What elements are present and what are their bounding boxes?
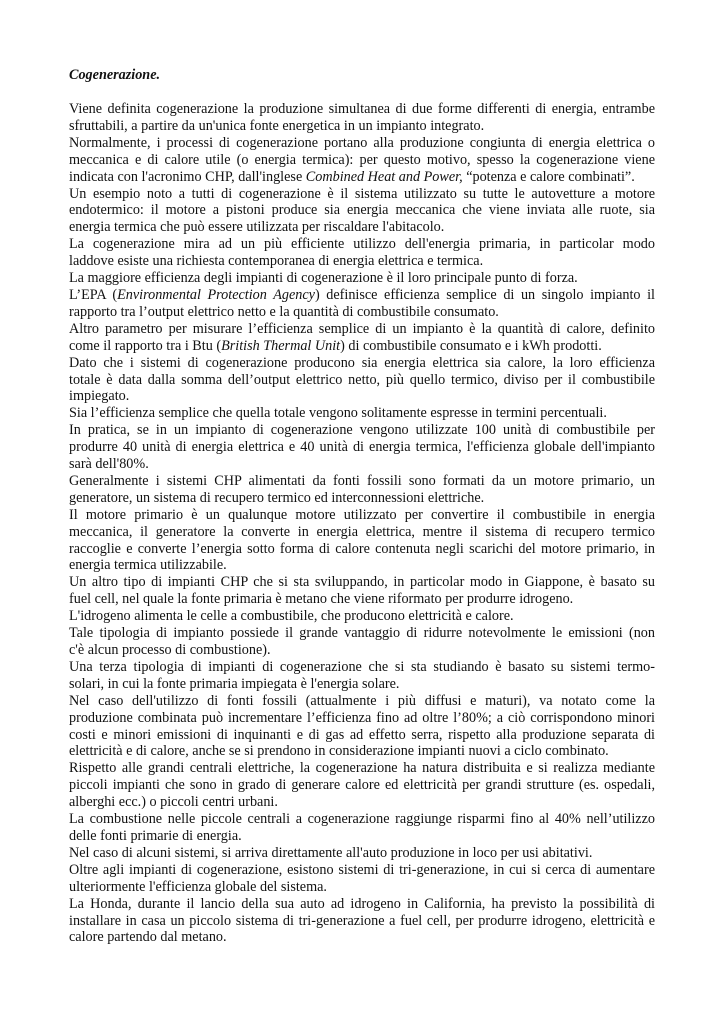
text-line: generatore, un sistema di recupero termico ed interconnessioni elettriche. bbox=[69, 489, 485, 506]
text-line: meccanica e di calore utile (o energia termica): per questo motivo, spesso la cogenerazione viene bbox=[69, 151, 655, 168]
text-line: Oltre agli impianti di cogenerazione, esistono sistemi di tri-generazione, in cui si cerca di aumentare bbox=[69, 861, 655, 878]
document-title: Cogenerazione. bbox=[69, 67, 161, 83]
paragraph bbox=[69, 321, 655, 355]
text-line: sfruttabili, a partire da un'unica fonte energetica in un impianto integrato. bbox=[69, 117, 485, 134]
paragraph bbox=[69, 473, 655, 507]
text-line: Il motore primario è un qualunque motore utilizzato per convertire il combustibile in energia bbox=[69, 506, 655, 523]
text-line: L’EPA (Environmental Protection Agency) definisce efficienza semplice di un singolo impianto il bbox=[69, 286, 655, 303]
text-line: L'idrogeno alimenta le celle a combustibile, che producono elettricità e calore. bbox=[69, 608, 514, 625]
paragraph bbox=[69, 405, 655, 422]
text-line: Dato che i sistemi di cogenerazione producono sia energia elettrica sia calore, la loro efficienza bbox=[69, 354, 655, 371]
text-line: Viene definita cogenerazione la produzione simultanea di due forme differenti di energia, entrambe bbox=[69, 101, 655, 117]
paragraph bbox=[69, 811, 655, 845]
text-line: Un esempio noto a tutti di cogenerazione è il sistema utilizzato su tutte le autovetture a motore bbox=[69, 185, 655, 202]
paragraph bbox=[69, 862, 655, 896]
text-line: produzione combinata può incrementare l’efficienza fino ad oltre l’80%; a ciò corrispondono minori bbox=[69, 709, 655, 726]
text-line: elettricità e di calore, anche se si prendono in considerazione impianti nuovi a ciclo combinato. bbox=[69, 743, 609, 760]
text-line: sarà dell'80%. bbox=[69, 456, 149, 473]
text-line: Nel caso dell'utilizzo di fonti fossili (attualmente i più diffusi e maturi), va notato come la bbox=[69, 692, 655, 709]
paragraph bbox=[69, 355, 655, 406]
document-body bbox=[69, 101, 655, 946]
text-line: raccoglie e converte l’energia sotto forma di calore contenuta negli scarichi del motore primario, in bbox=[69, 540, 655, 557]
paragraph bbox=[69, 270, 655, 287]
paragraph bbox=[69, 101, 655, 135]
paragraph bbox=[69, 422, 655, 473]
text-line: Generalmente i sistemi CHP alimentati da fonti fossili sono formati da un motore primario, un bbox=[69, 472, 655, 489]
paragraph bbox=[69, 287, 655, 321]
text-line: piccoli impianti che sono in grado di generare calore ed elettricità per grandi strutture (es. ospedali, bbox=[69, 777, 655, 794]
paragraph bbox=[69, 659, 655, 693]
text-line: ulteriormente l'efficienza globale del sistema. bbox=[69, 878, 327, 895]
text-line: La Honda, durante il lancio della sua auto ad idrogeno in California, ha previsto la possibilità di bbox=[69, 895, 655, 912]
text-line: meccanica, il generatore la converte in energia elettrica, mentre il sistema di recupero termico bbox=[69, 523, 655, 540]
text-line: indicata con l'acronimo CHP, dall'inglese Combined Heat and Power, “potenza e calore combinati”. bbox=[69, 168, 635, 185]
text-line: La cogenerazione mira ad un più efficiente utilizzo dell'energia primaria, in particolar modo bbox=[69, 236, 655, 253]
paragraph bbox=[69, 507, 655, 575]
text-line: alberghi ecc.) o piccoli centri urbani. bbox=[69, 794, 278, 811]
text-line: Altro parametro per misurare l’efficienza semplice di un impianto è la quantità di calore, definito bbox=[69, 320, 655, 337]
text-line: Un altro tipo di impianti CHP che si sta sviluppando, in particolar modo in Giappone, è basato su bbox=[69, 574, 655, 591]
text-line: delle fonti primarie di energia. bbox=[69, 827, 242, 844]
text-line: Una terza tipologia di impianti di cogenerazione che si sta studiando è basato su sistemi termo- bbox=[69, 658, 655, 675]
paragraph bbox=[69, 760, 655, 811]
paragraph bbox=[69, 896, 655, 947]
text-line: energia termica utilizzabile. bbox=[69, 557, 227, 574]
text-line: endotermico: il motore a pistoni produce sia energia meccanica che viene inviata alle ruote, sia bbox=[69, 202, 655, 219]
text-line: produrre 40 unità di energia elettrica e 40 unità di energia termica, l'efficienza globale dell'impianto bbox=[69, 439, 655, 456]
text-line: Tale tipologia di impianto possiede il grande vantaggio di ridurre notevolmente le emissioni (non bbox=[69, 625, 655, 642]
paragraph bbox=[69, 693, 655, 761]
text-line: costi e minori emissioni di inquinanti e di gas ad effetto serra, rispetto alla produzione separata di bbox=[69, 726, 655, 743]
text-line: Nel caso di alcuni sistemi, si arriva direttamente all'auto produzione in loco per usi abitativi. bbox=[69, 844, 593, 861]
paragraph bbox=[69, 625, 655, 659]
text-line: rapporto tra l’output elettrico netto e la quantità di combustibile consumato. bbox=[69, 303, 499, 320]
text-line: Sia l’efficienza semplice che quella totale vengono solitamente espresse in termini percentuali. bbox=[69, 405, 607, 422]
text-line: c'è alcun processo di combustione). bbox=[69, 642, 271, 658]
text-line: impiegato. bbox=[69, 388, 130, 405]
paragraph bbox=[69, 135, 655, 186]
paragraph bbox=[69, 608, 655, 625]
paragraph bbox=[69, 845, 655, 862]
text-line: totale è data dalla somma dell’output elettrico netto, più quello termico, diviso per il combustibile bbox=[69, 371, 655, 388]
text-line: solari, in cui la fonte primaria impiegata è l'energia solare. bbox=[69, 675, 400, 692]
text-line: Rispetto alle grandi centrali elettriche, la cogenerazione ha natura distribuita e si realizza mediante bbox=[69, 760, 655, 777]
text-line: come il rapporto tra i Btu (British Thermal Unit) di combustibile consumato e i kWh prodotti. bbox=[69, 337, 602, 354]
text-line: La maggiore efficienza degli impianti di cogenerazione è il loro principale punto di forza. bbox=[69, 270, 578, 287]
paragraph bbox=[69, 574, 655, 608]
text-line: La combustione nelle piccole centrali a cogenerazione raggiunge risparmi fino al 40% nell’utilizzo bbox=[69, 811, 655, 828]
paragraph bbox=[69, 236, 655, 270]
text-line: energia termica che può essere utilizzata per riscaldare l'abitacolo. bbox=[69, 219, 445, 236]
text-line: Normalmente, i processi di cogenerazione portano alla produzione congiunta di energia elettrica o bbox=[69, 134, 655, 151]
text-line: fuel cell, nel quale la fonte primaria è metano che viene riformato per produrre idrogeno. bbox=[69, 591, 574, 608]
text-line: calore partendo dal metano. bbox=[69, 929, 227, 946]
text-line: In pratica, se in un impianto di cogenerazione vengono utilizzate 100 unità di combustibile per bbox=[69, 422, 655, 439]
paragraph bbox=[69, 186, 655, 237]
text-line: laddove esiste una richiesta contemporanea di energia elettrica e termica. bbox=[69, 253, 484, 270]
text-line: installare in casa un piccolo sistema di tri-generazione a fuel cell, per produrre idrogeno, elettricità e bbox=[69, 912, 655, 929]
